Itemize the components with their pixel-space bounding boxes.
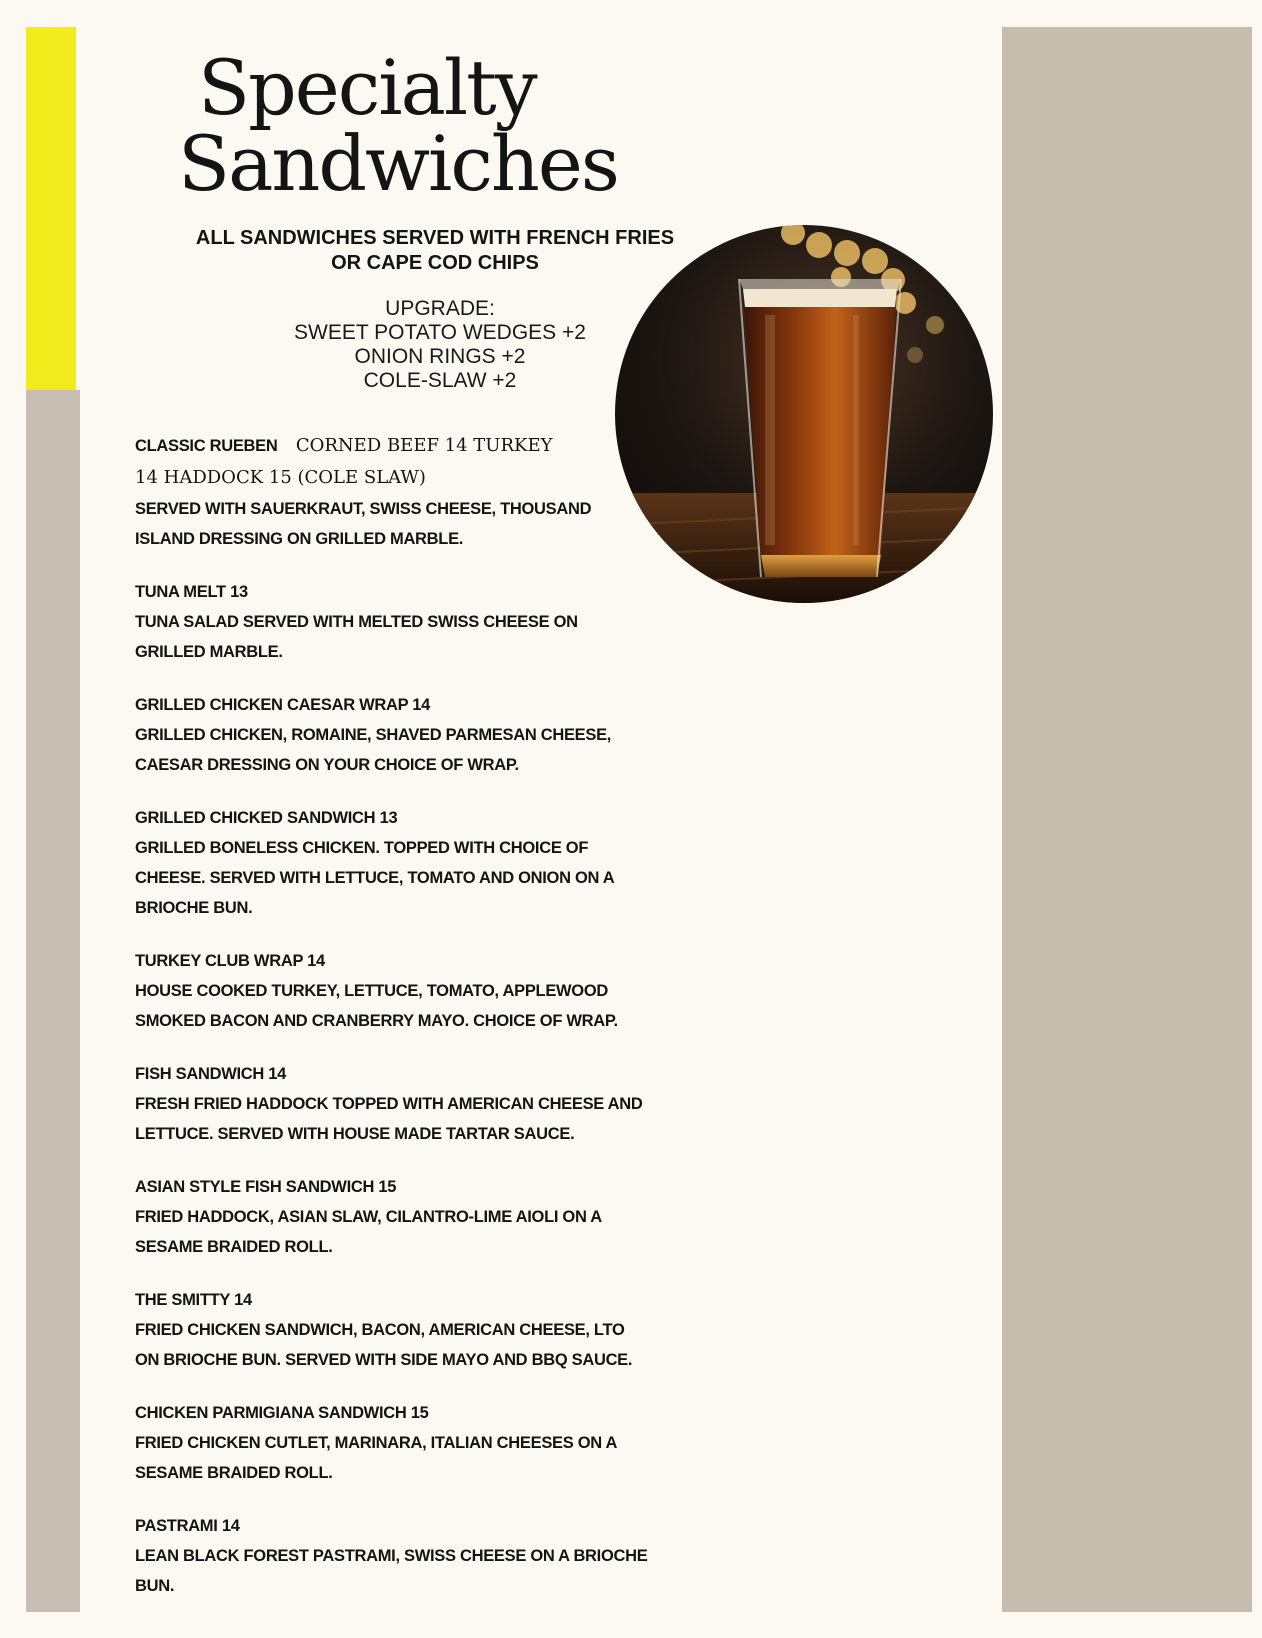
item-description: TUNA SALAD SERVED WITH MELTED SWISS CHEESE ON — [135, 613, 578, 631]
item-description: FRESH FRIED HADDOCK TOPPED WITH AMERICAN CHEESE AND — [135, 1095, 643, 1113]
upgrade-block — [270, 297, 610, 393]
item-description: GRILLED BONELESS CHICKEN. TOPPED WITH CHOICE OF — [135, 839, 589, 857]
item-description: SESAME BRAIDED ROLL. — [135, 1238, 333, 1256]
upgrade-option: ONION RINGS +2 — [354, 345, 526, 368]
item-description: HOUSE COOKED TURKEY, LETTUCE, TOMATO, APPLEWOOD — [135, 982, 608, 1000]
item-description: FRIED HADDOCK, ASIAN SLAW, CILANTRO-LIME AIOLI ON A — [135, 1208, 602, 1226]
menu-item — [135, 577, 675, 667]
item-name: CLASSIC RUEBEN — [135, 437, 278, 455]
upgrade-option: COLE-SLAW +2 — [363, 369, 517, 392]
menu-item — [135, 803, 675, 923]
item-description: LETTUCE. SERVED WITH HOUSE MADE TARTAR SAUCE. — [135, 1125, 575, 1143]
item-description: GRILLED CHICKEN, ROMAINE, SHAVED PARMESAN CHEESE, — [135, 726, 612, 744]
sides-note — [170, 226, 700, 276]
menu-item — [135, 690, 675, 780]
item-description: BRIOCHE BUN. — [135, 899, 253, 917]
item-description: GRILLED MARBLE. — [135, 643, 283, 661]
item-name: FISH SANDWICH 14 — [135, 1065, 287, 1083]
item-name: GRILLED CHICKEN CAESAR WRAP 14 — [135, 696, 431, 714]
item-name: GRILLED CHICKED SANDWICH 13 — [135, 809, 398, 827]
item-description: ISLAND DRESSING ON GRILLED MARBLE. — [135, 530, 464, 548]
item-description: SERVED WITH SAUERKRAUT, SWISS CHEESE, THOUSAND — [135, 500, 592, 518]
sides-note-line-2: OR CAPE COD CHIPS — [331, 252, 539, 274]
item-name: ASIAN STYLE FISH SANDWICH 15 — [135, 1178, 397, 1196]
item-name: PASTRAMI 14 — [135, 1517, 240, 1535]
menu-item — [135, 430, 675, 554]
item-description: BUN. — [135, 1577, 175, 1595]
sides-note-line-1: ALL SANDWICHES SERVED WITH FRENCH FRIES — [195, 227, 675, 249]
upgrade-heading: UPGRADE: — [385, 297, 495, 320]
title-line-1: Specialty — [198, 43, 536, 132]
item-description: CAESAR DRESSING ON YOUR CHOICE OF WRAP. — [135, 756, 519, 774]
item-prices: CORNED BEEF 14 TURKEY — [295, 435, 553, 456]
menu-item — [135, 1285, 675, 1375]
item-description: SESAME BRAIDED ROLL. — [135, 1464, 333, 1482]
title-line-2: Sandwiches — [178, 119, 618, 208]
item-description: FRIED CHICKEN CUTLET, MARINARA, ITALIAN CHEESES ON A — [135, 1434, 618, 1452]
menu-item — [135, 1511, 675, 1601]
item-description: SMOKED BACON AND CRANBERRY MAYO. CHOICE OF WRAP. — [135, 1012, 618, 1030]
page-title — [178, 43, 618, 208]
menu-item — [135, 946, 675, 1036]
item-description: LEAN BLACK FOREST PASTRAMI, SWISS CHEESE ON A BRIOCHE — [135, 1547, 648, 1565]
item-name: CHICKEN PARMIGIANA SANDWICH 15 — [135, 1404, 429, 1422]
item-prices: 14 HADDOCK 15 (COLE SLAW) — [135, 467, 426, 488]
item-name: TURKEY CLUB WRAP 14 — [135, 952, 325, 970]
item-name: THE SMITTY 14 — [135, 1291, 252, 1309]
left-taupe-stripe — [26, 390, 80, 1612]
yellow-accent-stripe — [26, 27, 76, 390]
item-name: TUNA MELT 13 — [135, 583, 248, 601]
menu-item — [135, 1398, 675, 1488]
right-taupe-panel — [1002, 27, 1252, 1612]
upgrade-option: SWEET POTATO WEDGES +2 — [294, 321, 586, 344]
item-description: FRIED CHICKEN SANDWICH, BACON, AMERICAN CHEESE, LTO — [135, 1321, 625, 1339]
sandwich-menu — [135, 430, 675, 1624]
menu-item — [135, 1172, 675, 1262]
item-description: CHEESE. SERVED WITH LETTUCE, TOMATO AND ONION ON A — [135, 869, 615, 887]
menu-item — [135, 1059, 675, 1149]
item-description: ON BRIOCHE BUN. SERVED WITH SIDE MAYO AND BBQ SAUCE. — [135, 1351, 633, 1369]
